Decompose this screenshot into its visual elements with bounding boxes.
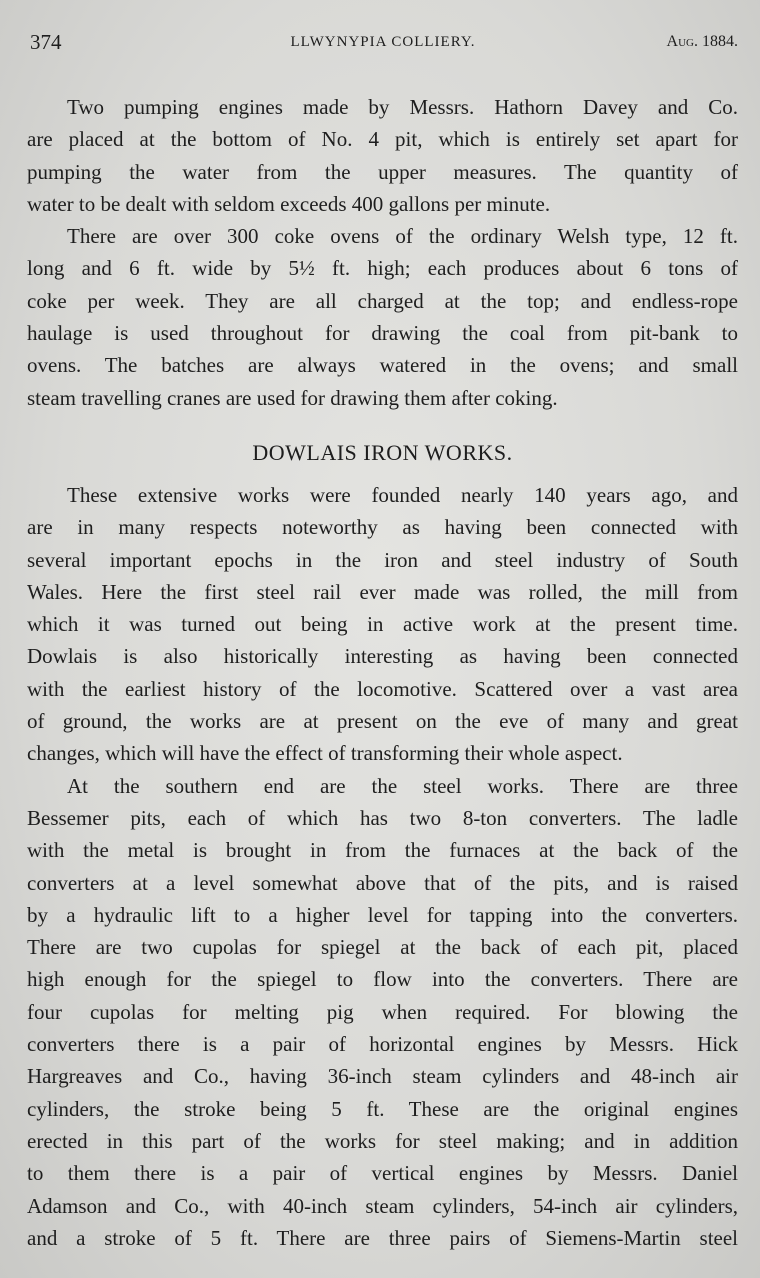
text-line: several important epochs in the iron and steel industry of South: [27, 547, 738, 572]
text-line: changes, which will have the effect of transforming their whole aspect.: [27, 741, 623, 766]
text-line: and a stroke of 5 ft. There are three pairs of Siemens-Martin steel: [27, 1225, 738, 1250]
page-number: 374: [30, 30, 62, 54]
text-line: converters at a level somewhat above that of the pits, and is raised: [27, 870, 738, 895]
text-line: of ground, the works are at present on the eve of many and great: [27, 709, 738, 734]
text-line: cylinders, the stroke being 5 ft. These are the original engines: [27, 1096, 738, 1121]
text-line: coke per week. They are all charged at the top; and endless-rope: [27, 288, 738, 313]
text-line: to them there is a pair of vertical engines by Messrs. Daniel: [27, 1161, 738, 1186]
running-title: LLWYNYPIA COLLIERY.: [290, 34, 476, 50]
text-line: Bessemer pits, each of which has two 8-ton converters. The ladle: [27, 805, 738, 830]
page-body: [27, 91, 738, 1254]
header-date: Aug. 1884.: [666, 33, 738, 50]
text-line: Wales. Here the first steel rail ever made was rolled, the mill from: [27, 579, 738, 604]
text-line: Hargreaves and Co., having 36-inch steam cylinders and 48-inch air: [27, 1064, 738, 1089]
text-line: There are two cupolas for spiegel at the back of each pit, placed: [27, 935, 738, 960]
text-line: Two pumping engines made by Messrs. Hathorn Davey and Co.: [67, 95, 738, 119]
paragraph: [27, 770, 738, 1254]
paragraph: [27, 479, 738, 770]
running-header: [28, 30, 738, 56]
text-line: long and 6 ft. wide by 5½ ft. high; each produces about 6 tons of: [27, 256, 738, 281]
text-line: are in many respects noteworthy as having been connected with: [27, 515, 738, 540]
section-heading: DOWLAIS IRON WORKS.: [252, 439, 513, 465]
text-line: At the southern end are the steel works. There are three: [67, 773, 738, 798]
text-line: haulage is used throughout for drawing the coal from pit-bank to: [27, 321, 738, 346]
text-line: ovens. The batches are always watered in the ovens; and small: [27, 353, 738, 378]
text-line: Dowlais is also historically interesting as having been connected: [27, 644, 738, 669]
text-line: converters there is a pair of horizontal engines by Messrs. Hick: [27, 1032, 738, 1057]
text-line: four cupolas for melting pig when required. For blowing the: [27, 999, 738, 1024]
paragraph: [27, 220, 738, 414]
text-line: Adamson and Co., with 40-inch steam cylinders, 54-inch air cylinders,: [27, 1193, 738, 1218]
text-line: with the earliest history of the locomotive. Scattered over a vast area: [27, 676, 738, 701]
text-line: with the metal is brought in from the furnaces at the back of the: [27, 838, 738, 863]
text-line: high enough for the spiegel to flow into the converters. There are: [27, 967, 738, 992]
text-line: by a hydraulic lift to a higher level for tapping into the converters.: [27, 902, 738, 927]
text-line: erected in this part of the works for steel making; and in addition: [27, 1128, 738, 1153]
text-line: are placed at the bottom of No. 4 pit, which is entirely set apart for: [27, 127, 738, 152]
text-line: These extensive works were founded nearly 140 years ago, and: [67, 482, 738, 507]
text-line: steam travelling cranes are used for drawing them after coking.: [27, 385, 558, 410]
paragraph: [27, 91, 738, 220]
text-line: which it was turned out being in active work at the present time.: [27, 612, 738, 637]
text-line: pumping the water from the upper measures. The quantity of: [27, 159, 738, 184]
text-line: water to be dealt with seldom exceeds 400 gallons per minute.: [27, 191, 551, 216]
text-line: There are over 300 coke ovens of the ordinary Welsh type, 12 ft.: [67, 224, 738, 249]
